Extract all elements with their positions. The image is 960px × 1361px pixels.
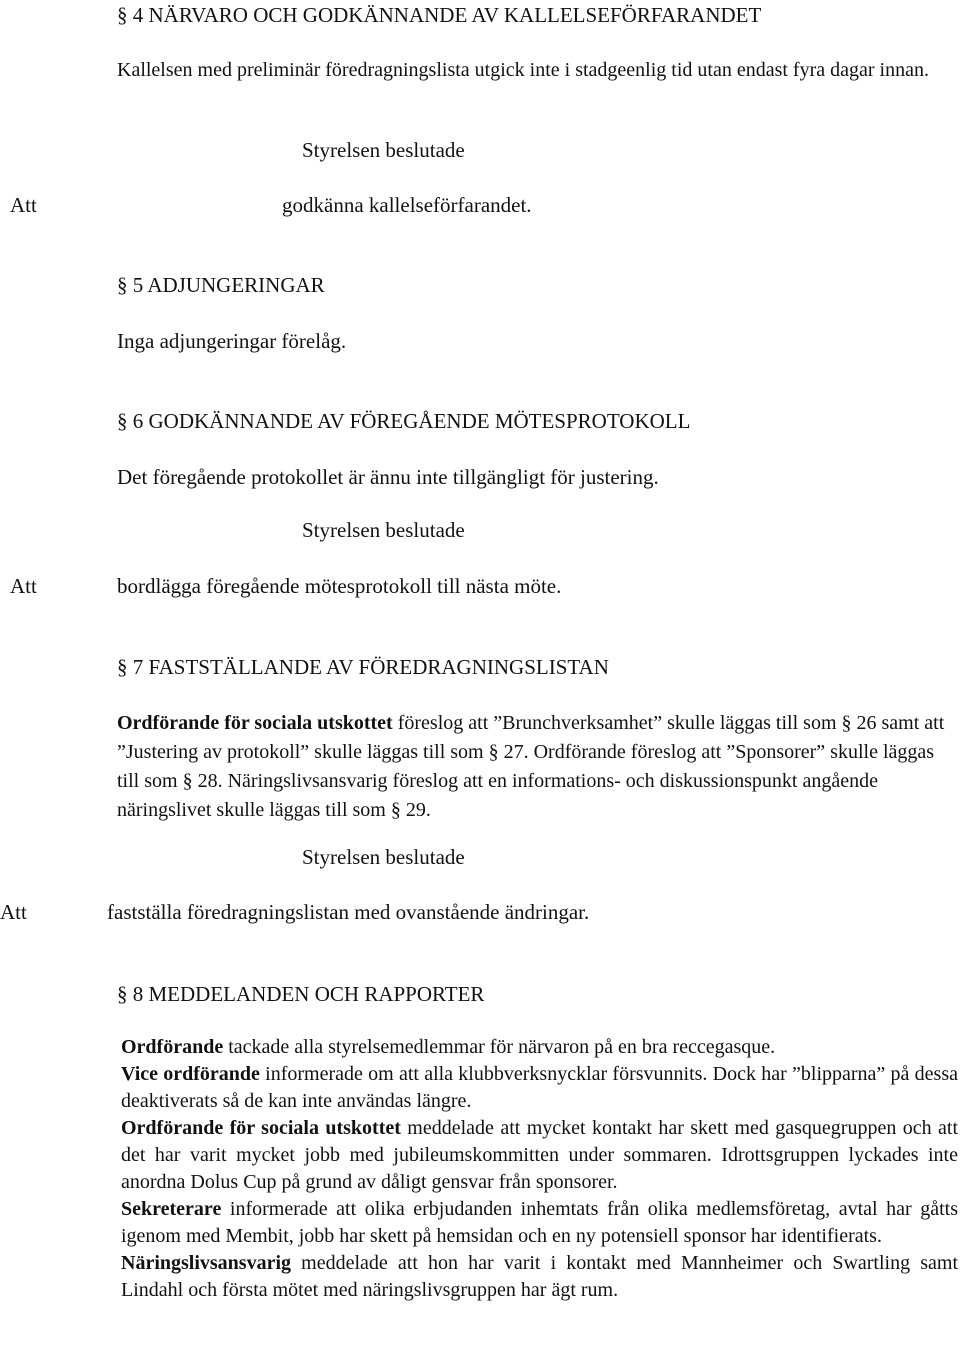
report-item: [121, 1196, 958, 1250]
section-4-resolution: godkänna kallelseförfarandet.: [282, 193, 532, 217]
report-speaker: Vice ordförande: [121, 1063, 260, 1085]
report-item: [121, 1115, 958, 1196]
report-text: informerade om att alla klubbverksnycklar försvunnits. Dock har ”blipparna” på dessa deaktiverats så de kan inte användas längre.: [121, 1063, 958, 1112]
section-7-heading: § 7 FASTSTÄLLANDE AV FÖREDRAGNINGSLISTAN: [117, 655, 609, 679]
report-speaker: Ordförande för sociala utskottet: [121, 1117, 401, 1139]
section-7-speaker: Ordförande för sociala utskottet: [117, 712, 393, 734]
section-4-att: Att: [10, 193, 37, 217]
section-4-decision: Styrelsen beslutade: [302, 138, 465, 162]
report-text: meddelade att mycket kontakt har skett med gasquegruppen och att det har varit mycket jobb med jubileumskommitten under sommaren. Idrottsgruppen lyckades inte anordna Dolus Cup på grund av dåligt gensvar från sponsorer.: [121, 1117, 959, 1193]
section-6-text: Det föregående protokollet är ännu inte tillgängligt för justering.: [117, 465, 659, 489]
report-text: tackade alla styrelsemedlemmar för närvaron på en bra reccegasque.: [223, 1036, 776, 1058]
report-speaker: Ordförande: [121, 1036, 224, 1058]
report-speaker: Näringslivsansvarig: [121, 1252, 292, 1274]
section-4-text: Kallelsen med preliminär föredragningslista utgick inte i stadgeenlig tid utan endast fyra dagar innan.: [117, 59, 929, 81]
section-6-heading: § 6 GODKÄNNANDE AV FÖREGÅENDE MÖTESPROTOKOLL: [117, 409, 691, 433]
report-text: meddelade att hon har varit i kontakt med Mannheimer och Swartling samt Lindahl och första mötet med näringslivsgruppen har ägt rum.: [121, 1252, 958, 1301]
section-7-paragraph: [117, 709, 957, 825]
section-8-reports: [121, 1034, 958, 1304]
section-7-att: Att: [0, 900, 27, 924]
section-6-att: Att: [10, 574, 37, 598]
report-item: [121, 1061, 958, 1115]
section-7-resolution: fastställa föredragningslistan med ovanstående ändringar.: [107, 900, 590, 924]
report-text: informerade att olika erbjudanden inhemtats från olika medlemsföretag, avtal har gåtts igenom med Membit, jobb har skett på hemsidan och en ny potensiell sponsor har identifierats.: [121, 1198, 958, 1247]
report-speaker: Sekreterare: [121, 1198, 222, 1220]
report-item: [121, 1034, 958, 1061]
section-6-resolution: bordlägga föregående mötesprotokoll till nästa möte.: [117, 574, 562, 598]
section-6-decision: Styrelsen beslutade: [302, 518, 465, 542]
section-7-body: föreslog att ”Brunchverksamhet” skulle läggas till som § 26 samt att ”Justering av protokoll” skulle läggas till som § 27. Ordförande föreslog att ”Sponsorer” skulle läggas till som § 28. Näringslivsansvarig föreslog att en informations- och diskussionspunkt angående näringslivet skulle läggas till som § 29.: [117, 712, 945, 821]
section-8-heading: § 8 MEDDELANDEN OCH RAPPORTER: [117, 982, 485, 1006]
section-4-heading: § 4 NÄRVARO OCH GODKÄNNANDE AV KALLELSEFÖRFARANDET: [117, 3, 762, 27]
section-5-text: Inga adjungeringar förelåg.: [117, 329, 347, 353]
section-5-heading: § 5 ADJUNGERINGAR: [117, 273, 325, 297]
report-item: [121, 1250, 958, 1304]
section-7-decision: Styrelsen beslutade: [302, 845, 465, 869]
